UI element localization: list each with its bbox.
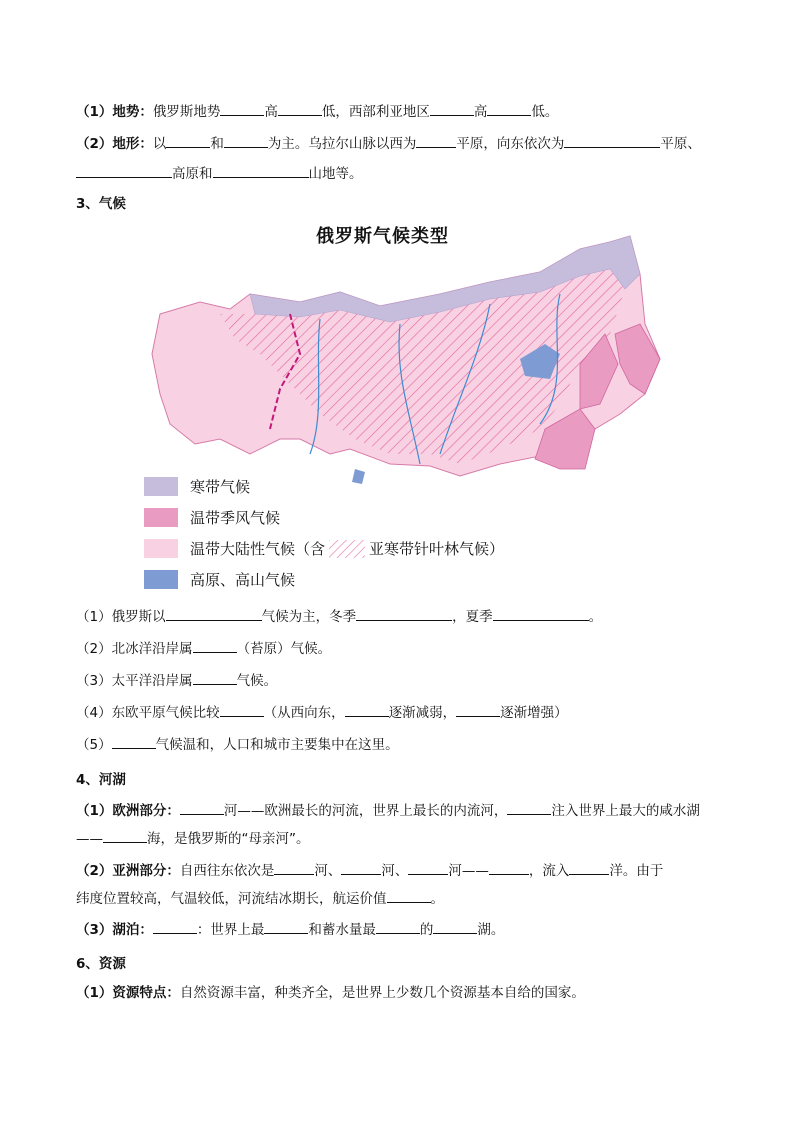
answer-blank[interactable] (112, 734, 156, 749)
legend-swatch (144, 539, 178, 558)
answer-blank[interactable] (193, 638, 237, 653)
answer-blank[interactable] (430, 101, 474, 116)
answer-blank[interactable] (76, 163, 172, 178)
answer-blank[interactable] (489, 860, 529, 875)
map-title: 俄罗斯气候类型 (316, 226, 449, 247)
answer-blank[interactable] (507, 800, 551, 815)
climate-question-5: （5） 气候温和，人口和城市主要集中在这里。 (76, 734, 399, 755)
answer-blank[interactable] (341, 860, 381, 875)
hatch-swatch (329, 540, 365, 558)
climate-question-1: （1）俄罗斯以 气候为主，冬季 ，夏季 。 (76, 606, 602, 627)
answer-blank[interactable] (456, 702, 500, 717)
section-heading-climate: 3、气候 (76, 196, 126, 212)
answer-blank[interactable] (274, 860, 314, 875)
lakes-line: （3）湖泊： ：世界上最 和蓄水量最 的 湖。 (76, 919, 504, 940)
russia-map-graphic (140, 214, 680, 484)
legend-swatch (144, 477, 178, 496)
answer-blank[interactable] (220, 101, 264, 116)
legend-item-continental: 温带大陆性气候（含 亚寒带针叶林气候） (144, 538, 504, 559)
answer-blank[interactable] (345, 702, 389, 717)
answer-blank[interactable] (264, 919, 308, 934)
legend-swatch (144, 508, 178, 527)
answer-blank[interactable] (224, 133, 268, 148)
answer-blank[interactable] (166, 606, 262, 621)
climate-question-4: （4）东欧平原气候比较 （从西向东， 逐渐减弱， 逐渐增强） (76, 702, 568, 723)
climate-question-3: （3）太平洋沿岸属 气候。 (76, 670, 277, 691)
answer-blank[interactable] (356, 606, 452, 621)
answer-blank[interactable] (180, 800, 224, 815)
rivers-europe-line: （1）欧洲部分： 河——欧洲最长的河流，世界上最长的内流河， 注入世界上最大的咸水湖 (76, 800, 700, 821)
legend-item-highland: 高原、高山气候 (144, 569, 295, 590)
rivers-europe-line-cont: —— 海，是俄罗斯的“母亲河”。 (76, 828, 310, 849)
answer-blank[interactable] (213, 163, 309, 178)
landform-line-cont: 高原和 山地等。 (76, 163, 363, 184)
climate-question-2: （2）北冰洋沿岸属 （苔原）气候。 (76, 638, 331, 659)
rivers-asia-line-cont: 纬度位置较高，气温较低，河流结冰期长，航运价值 。 (76, 888, 444, 909)
section-heading-resources: 6、资源 (76, 956, 126, 972)
landform-line: （2）地形：以 和 为主。乌拉尔山脉以西为 平原，向东依次为 平原、 (76, 133, 701, 154)
answer-blank[interactable] (416, 133, 456, 148)
resources-line: （1）资源特点：自然资源丰富，种类齐全，是世界上少数几个资源基本自给的国家。 (76, 985, 585, 1001)
terrain-trend-line: （1）地势：俄罗斯地势 高 低，西部利亚地区 高 低。 (76, 101, 558, 122)
answer-blank[interactable] (166, 133, 210, 148)
answer-blank[interactable] (376, 919, 420, 934)
answer-blank[interactable] (220, 702, 264, 717)
answer-blank[interactable] (493, 606, 589, 621)
highland-region-south (352, 469, 365, 484)
answer-blank[interactable] (103, 828, 147, 843)
section-heading-rivers: 4、河湖 (76, 772, 126, 788)
answer-blank[interactable] (153, 919, 197, 934)
answer-blank[interactable] (433, 919, 477, 934)
rivers-asia-line: （2）亚洲部分：自西往东依次是 河、 河、 河—— ，流入 洋。由于 (76, 860, 663, 881)
legend-item-monsoon: 温带季风气候 (144, 507, 280, 528)
legend-swatch (144, 570, 178, 589)
answer-blank[interactable] (278, 101, 322, 116)
answer-blank[interactable] (193, 670, 237, 685)
answer-blank[interactable] (569, 860, 609, 875)
answer-blank[interactable] (564, 133, 660, 148)
legend-item-cold: 寒带气候 (144, 476, 250, 497)
answer-blank[interactable] (408, 860, 448, 875)
russia-climate-map (140, 214, 680, 594)
answer-blank[interactable] (487, 101, 531, 116)
answer-blank[interactable] (387, 888, 431, 903)
